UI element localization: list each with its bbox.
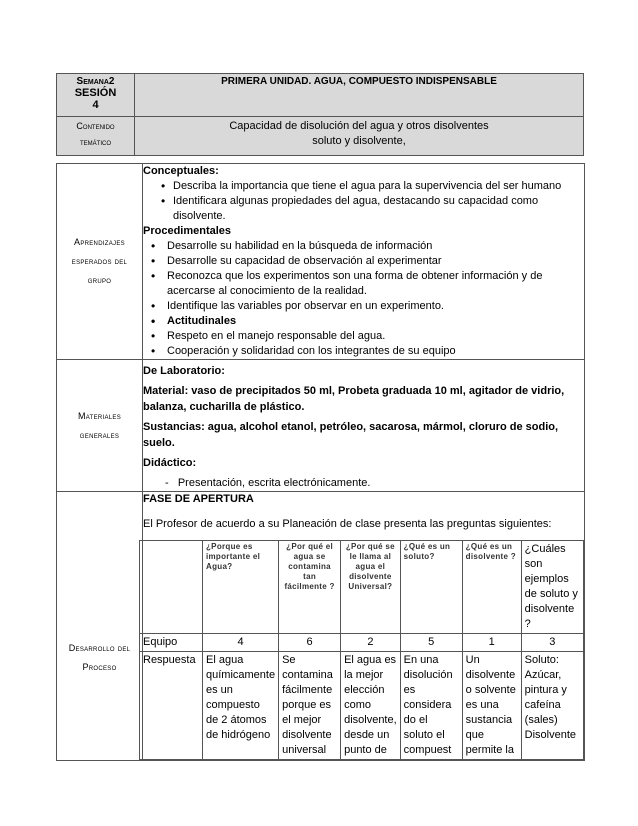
desarrollo-label-2: Proceso [82,662,117,672]
didactico-item [143,475,584,491]
aprendizajes-label-1: Aprendizajes [74,237,125,247]
question-cell: ¿Cuáles son ejemplos de soluto y disolvente ? [521,541,583,634]
laboratorio-title: De Laboratorio: [143,365,225,377]
respuesta-cell: Se contamina fácilmente porque es el mejor disolvente universal [279,652,341,760]
semana-label: Semana2 [76,76,115,87]
sustancias-text: Sustancias: agua, alcohol etanol, petróleo, sacarosa, mármol, cloruro de sodio, suelo. [143,421,559,449]
main-table [56,163,585,761]
respuesta-cell: En una disolución es considera do el soluto el compuest [400,652,462,760]
list-item: • Identificara algunas propiedades del agua, destacando su capacidad como disolvente. [143,194,584,224]
materiales-label-2: generales [79,429,120,440]
material-text: Material: vaso de precipitados 50 ml, Probeta graduada 10 ml, agitador de vidrio, balanza, cucharilla de plástico. [143,385,565,413]
table-row [140,652,584,760]
equipo-label: Equipo [140,634,203,652]
table-cell [140,541,203,634]
aprendizajes-label-cell [57,164,143,360]
list-item: • Reconozca que los experimentos son una forma de obtener información y de acercarse al conocimiento de la realidad. [143,269,584,299]
procedimentales-title: Procedimentales [143,225,232,237]
equipo-cell: 6 [279,634,341,652]
question-cell: ¿Porque es importante el Agua? [203,541,279,634]
header-table [56,73,584,156]
materiales-content [143,360,585,492]
equipo-cell: 3 [521,634,583,652]
equipo-cell: 5 [400,634,462,652]
contenido-line-2: soluto y disolvente, [312,135,406,147]
contenido-value-cell [135,117,584,156]
list-item: • Cooperación y solidaridad con los integrantes de su equipo [143,344,584,359]
actitudinales-title: • Actitudinales [143,314,584,329]
contenido-line-1: Capacidad de disolución del agua y otros disolventes [229,120,489,132]
fase-title: FASE DE APERTURA [143,493,254,505]
conceptuales-title: Conceptuales: [143,165,219,177]
question-cell: ¿Qué es un soluto? [400,541,462,634]
semana-sesion-cell [57,74,135,117]
question-cell: ¿Por qué se le llama al agua el disolvente Universal? [341,541,401,634]
sesion-label: SESIÓN [74,87,117,99]
table-row [140,541,584,634]
materiales-label-cell [57,360,143,492]
desarrollo-label-cell [57,492,143,761]
list-item: • Desarrolle su capacidad de observación al experimentar [143,254,584,269]
equipo-cell: 2 [341,634,401,652]
question-cell: ¿Qué es un disolvente ? [462,541,521,634]
desarrollo-label-1: Desarrollo del [68,643,131,653]
aprendizajes-label-2: esperados del [71,256,128,266]
aprendizajes-label-3: grupo [87,275,112,285]
aprendizajes-content [143,164,585,360]
list-item: • Respeto en el manejo responsable del agua. [143,329,584,344]
didactico-item-text: Presentación, escrita electrónicamente. [177,477,371,489]
contenido-label-cell [57,117,135,156]
question-cell: ¿Por qué el agua se contamina tan fácilmente ? [279,541,341,634]
fase-intro: El Profesor de acuerdo a su Planeación de clase presenta las preguntas siguientes: [143,518,552,530]
desarrollo-content [143,492,585,761]
respuesta-cell: El agua es la mejor elección como disolvente, desde un punto de [341,652,401,760]
equipo-cell: 4 [203,634,279,652]
contenido-label-2: temático [80,137,111,147]
contenido-label-1: Contenido [76,121,115,131]
respuesta-cell: Soluto: Azúcar, pintura y cafeína (sales) Disolvente [521,652,583,760]
didactico-title: Didáctico: [143,457,197,469]
questions-table [139,540,584,760]
respuesta-cell: Un disolvente o solvente es una sustancia que permite la [462,652,521,760]
respuesta-cell: El agua químicamente es un compuesto de 2 átomos de hidrógeno [203,652,279,760]
list-item: • Desarrolle su habilidad en la búsqueda de información [143,239,584,254]
procedimentales-list [143,239,584,359]
equipo-cell: 1 [462,634,521,652]
respuesta-label: Respuesta [140,652,203,760]
conceptuales-list [143,179,584,224]
list-item: • Identifique las variables por observar en un experimento. [143,299,584,314]
sesion-number: 4 [92,99,99,111]
unit-title: PRIMERA UNIDAD. AGUA, COMPUESTO INDISPENSABLE [221,76,497,87]
list-item: • Describa la importancia que tiene el agua para la supervivencia del ser humano [143,179,584,194]
dash-bullet: - [165,477,169,489]
unit-title-cell [135,74,584,117]
materiales-label-1: Materiales [77,410,122,421]
table-row [140,634,584,652]
